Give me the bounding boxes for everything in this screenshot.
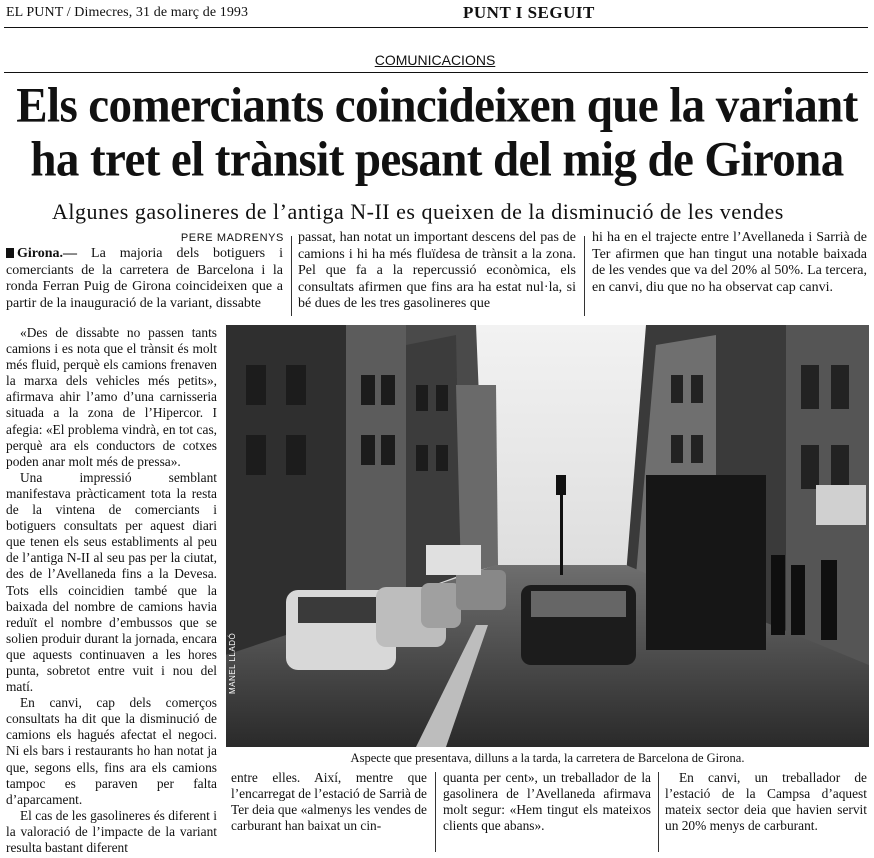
column-divider (584, 236, 585, 316)
body-paragraph: Una impressió semblant manifestava pràcticament tota la resta de la vintena de comerciants i botiguers consultats per aquest diari que tenen els seus establiments al peu de l’antiga N-II al seu pas per la ciutat, des de l’Avellaneda fins a la Devesa. Tots ells coincidien també que la baixada del nombre de camions havia reduït el nombre d’embussos que se solien produir durant la jornada, encara que aquests continuaven a les hores punta, sobretot entre vuit i nou del matí. (6, 469, 217, 695)
lead-column-3 (592, 230, 867, 296)
street-photo (226, 325, 869, 747)
body-column-2 (231, 770, 427, 834)
street-scene-image (226, 325, 869, 747)
column-divider (291, 236, 292, 316)
bullet-square-icon (6, 248, 14, 258)
body-paragraph: quanta per cent», un treballador de la gasolinera de l’Avellaneda afirmava molt segur: «Hem tingut els mateixos clients que abans». (443, 770, 651, 834)
lead-text-1: La majoria dels botiguers i comerciants de la carretera de Barcelona i la ronda Ferran Puig de Girona coincideixen que a partir de la inauguració de la variant, dissabte (6, 246, 283, 311)
section-rule (4, 72, 868, 73)
body-paragraph: En canvi, un treballador de l’estació de la Campsa d’aquest mateix sector deia que havien servit un 20% menys de carburant. (665, 770, 867, 834)
body-paragraph: En canvi, cap dels comerços consultats ha dit que la disminució de camions els hagués afectat el negoci. Ni els bars i restaurants ho han notat ja que, segons ells, fins ara els camions tampoc es paraven per falta d’aparcament. (6, 695, 217, 807)
lead-column-2 (298, 230, 576, 313)
masthead-rule (4, 27, 868, 28)
paper-date-line: EL PUNT / Dimecres, 31 de març de 1993 (6, 5, 249, 20)
headline-line-1: Els comerciants coincideixen que la variant (16, 78, 858, 134)
column-divider (435, 772, 436, 852)
column-divider (658, 772, 659, 852)
subheadline: Algunes gasolineres de l’antiga N-II es queixen de la disminució de les vendes (52, 199, 784, 224)
lead-column-1 (6, 246, 283, 312)
photo-credit: MANEL LLADÓ (228, 632, 237, 694)
section-tag: COMUNICACIONS (374, 52, 496, 68)
body-column-3 (443, 770, 651, 834)
body-paragraph: entre elles. Així, mentre que l’encarregat de l’estació de Sarrià de Ter deia que «almenys les vendes de carburant han baixat un cin- (231, 770, 427, 834)
lead-text-2: passat, han notat un important descens del pas de camions i hi ha més fluïdesa de trànsit a la zona. Pel que fa a la repercussió econòmica, els consultats afirmen que fins ara ha estat nul·la, si bé dues de les tres gasolineres que (298, 230, 576, 312)
headline-line-2: ha tret el trànsit pesant del mig de Girona (30, 132, 844, 188)
body-column-4 (665, 770, 867, 834)
section-name: PUNT I SEGUIT (463, 3, 595, 22)
dateline: Girona.— (17, 246, 78, 261)
body-paragraph: El cas de les gasolineres és diferent i la valoració de l’impacte de la variant resulta bastant diferent (6, 807, 217, 855)
byline: PERE MADRENYS (180, 232, 284, 244)
photo-caption: Aspecte que presentava, dilluns a la tarda, la carretera de Barcelona de Girona. (350, 751, 745, 765)
body-column-left (6, 325, 217, 856)
body-paragraph: «Des de dissabte no passen tants camions i es nota que el trànsit és molt més fluid, perquè els camions frenaven la marxa dels vehicles més petits», afirmava ahir l’amo d’una carnisseria situada a la zona de l’Hipercor. I afegia: «El problema vindrà, en tot cas, perquè ara els conductors de cotxes poden anar molt més de pressa». (6, 325, 217, 469)
lead-text-3: hi ha en el trajecte entre l’Avellaneda i Sarrià de Ter afirmen que han tingut una notable baixada de les vendes que va del 20% al 50%. La tercera, en canvi, diu que no ha observat cap canvi. (592, 230, 867, 295)
